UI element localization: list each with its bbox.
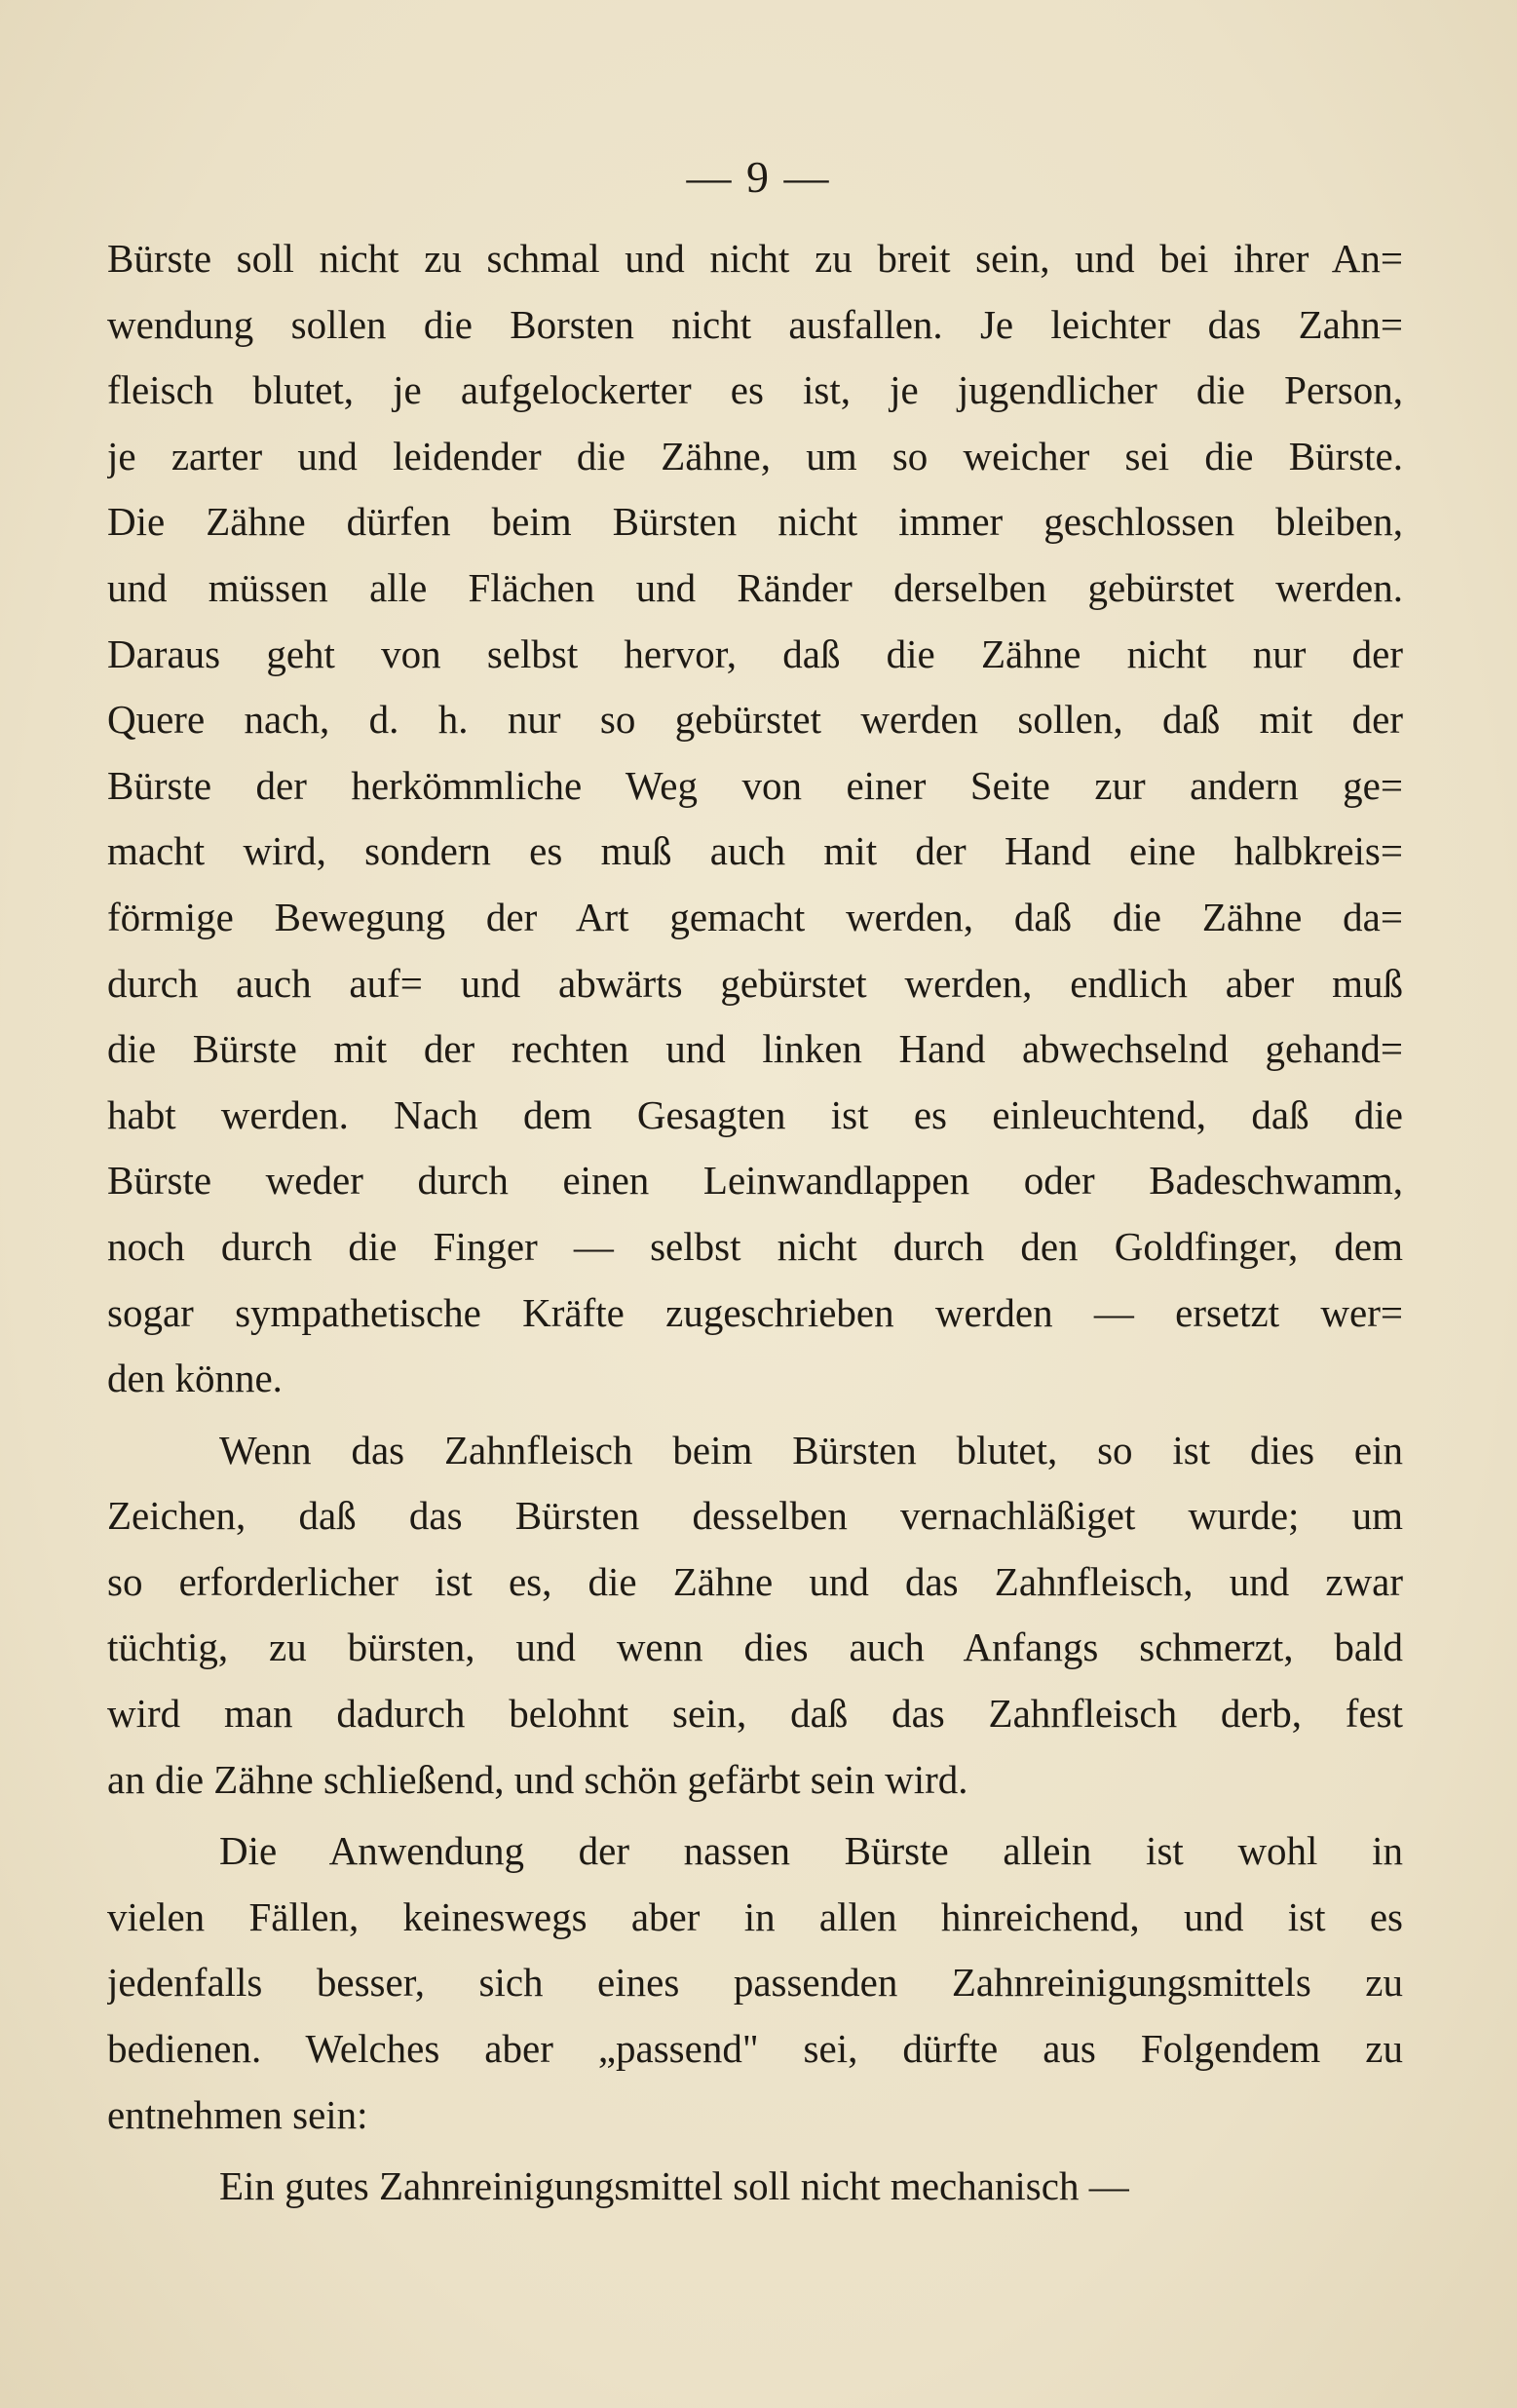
text-line: die Bürste mit der rechten und linken Hand abwechselnd gehand=: [107, 1026, 1403, 1072]
text-line: tüchtig, zu bürsten, und wenn dies auch Anfangs schmerzt, bald: [107, 1624, 1403, 1670]
text-line: wird man dadurch belohnt sein, daß das Zahnfleisch derb, fest: [107, 1691, 1403, 1737]
text-line: an die Zähne schließend, und schön gefärbt sein wird.: [107, 1756, 968, 1802]
paragraph: [107, 2154, 1403, 2220]
text-line: jedenfalls besser, sich eines passenden Zahnreinigungsmittels zu: [107, 1960, 1403, 2006]
text-line: Bürste soll nicht zu schmal und nicht zu breit sein, und bei ihrer An=: [107, 236, 1403, 281]
text-line: Zeichen, daß das Bürsten desselben vernachläßiget wurde; um: [107, 1493, 1403, 1539]
text-line: Bürste der herkömmliche Weg von einer Seite zur andern ge=: [107, 762, 1403, 808]
text-line: je zarter und leidender die Zähne, um so weicher sei die Bürste.: [107, 433, 1403, 478]
paragraph: [107, 1418, 1403, 1814]
text-line: Die Zähne dürfen beim Bürsten nicht immer geschlossen bleiben,: [107, 499, 1403, 545]
text-line: durch auch auf= und abwärts gebürstet werden, endlich aber muß: [107, 960, 1403, 1006]
text-line: Die Anwendung der nassen Bürste allein ist wohl in: [219, 1828, 1403, 1874]
text-line: habt werden. Nach dem Gesagten ist es einleuchtend, daß die: [107, 1091, 1403, 1137]
page-number: — 9 —: [686, 152, 831, 202]
text-line: sogar sympathetische Kräfte zugeschrieben werden — ersetzt wer=: [107, 1289, 1403, 1335]
text-line: Quere nach, d. h. nur so gebürstet werden sollen, daß mit der: [107, 697, 1403, 743]
text-line: den könne.: [107, 1356, 283, 1401]
text-line: Ein gutes Zahnreinigungsmittel soll nicht mechanisch —: [219, 2163, 1129, 2209]
text-line: so erforderlicher ist es, die Zähne und das Zahnfleisch, und zwar: [107, 1558, 1403, 1604]
text-line: vielen Fällen, keineswegs aber in allen hinreichend, und ist es: [107, 1893, 1403, 1939]
text-line: fleisch blutet, je aufgelockerter es ist, je jugendlicher die Person,: [107, 367, 1403, 413]
text-line: noch durch die Finger — selbst nicht durch den Goldfinger, dem: [107, 1223, 1403, 1269]
text-line: und müssen alle Flächen und Ränder derselben gebürstet werden.: [107, 564, 1403, 610]
text-line: Daraus geht von selbst hervor, daß die Zähne nicht nur der: [107, 631, 1403, 676]
paragraph: [107, 226, 1403, 1412]
text-line: Wenn das Zahnfleisch beim Bürsten blutet, so ist dies ein: [219, 1427, 1403, 1472]
text-line: bedienen. Welches aber „passend" sei, dürfte aus Folgendem zu: [107, 2026, 1403, 2072]
paragraph: [107, 1818, 1403, 2148]
text-line: entnehmen sein:: [107, 2091, 368, 2137]
text-line: wendung sollen die Borsten nicht ausfallen. Je leichter das Zahn=: [107, 301, 1403, 347]
text-line: förmige Bewegung der Art gemacht werden, daß die Zähne da=: [107, 894, 1403, 939]
text-line: macht wird, sondern es muß auch mit der Hand eine halbkreis=: [107, 828, 1403, 874]
text-line: Bürste weder durch einen Leinwandlappen oder Badeschwamm,: [107, 1158, 1403, 1204]
body-text: [107, 226, 1403, 2220]
